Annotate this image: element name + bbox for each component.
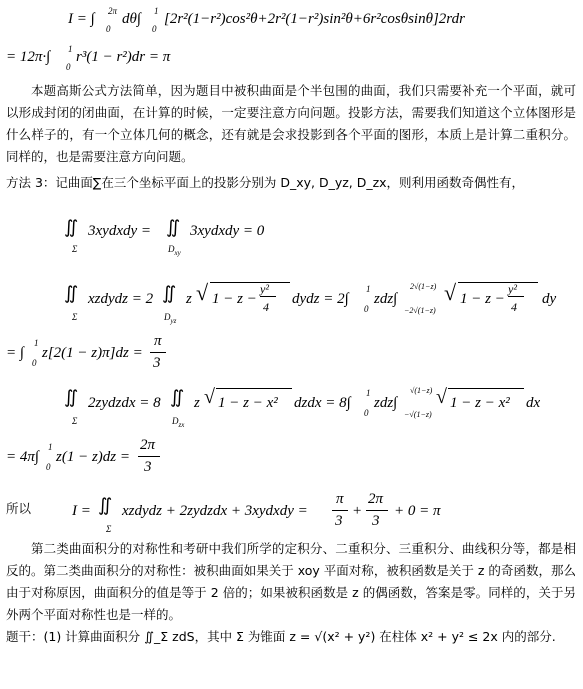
paragraph-method-comment: 本题高斯公式方法简单，因为题目中被积曲面是个半包围的曲面，我们只需要补充一个平面，就可以形成封闭的闭曲面，在计算的时候，一定要注意方向问题。投影方法，需要我们知道这个立体图形是什么样子的，有一个立体几何的概念，还有就是会求投影到各个平面的图形，本质上是计算二重积分。同样的，也是需要注意方向问题。 [6, 83, 576, 164]
method-3-intro: 方法 3：记曲面∑在三个坐标平面上的投影分别为 D_xy, D_yz, D_zx，则利用函数奇偶性有， [6, 175, 525, 190]
question-stem: 题干：(1) 计算曲面积分 ∬_Σ zdS，其中 Σ 为锥面 z = √(x² + y²) 在柱体 x² + y² ≤ 2x 内的部分. [6, 629, 556, 644]
paragraph-symmetry-note: 第二类曲面积分的对称性和考研中我们所学的定积分、二重积分、三重积分、曲线积分等，都是相反的。第二类曲面积分的对称性：被积曲面如果关于 xoy 平面对称，被积函数是关于 z 的奇函数，那么由于对称原因，曲面积分的值是等于 2 倍的；如果被积函数是 z 的偶函数，答案是零。同样的，关于另外两个平面对称性也是一样的。 [6, 541, 576, 622]
so-label: 所以 [6, 501, 32, 516]
